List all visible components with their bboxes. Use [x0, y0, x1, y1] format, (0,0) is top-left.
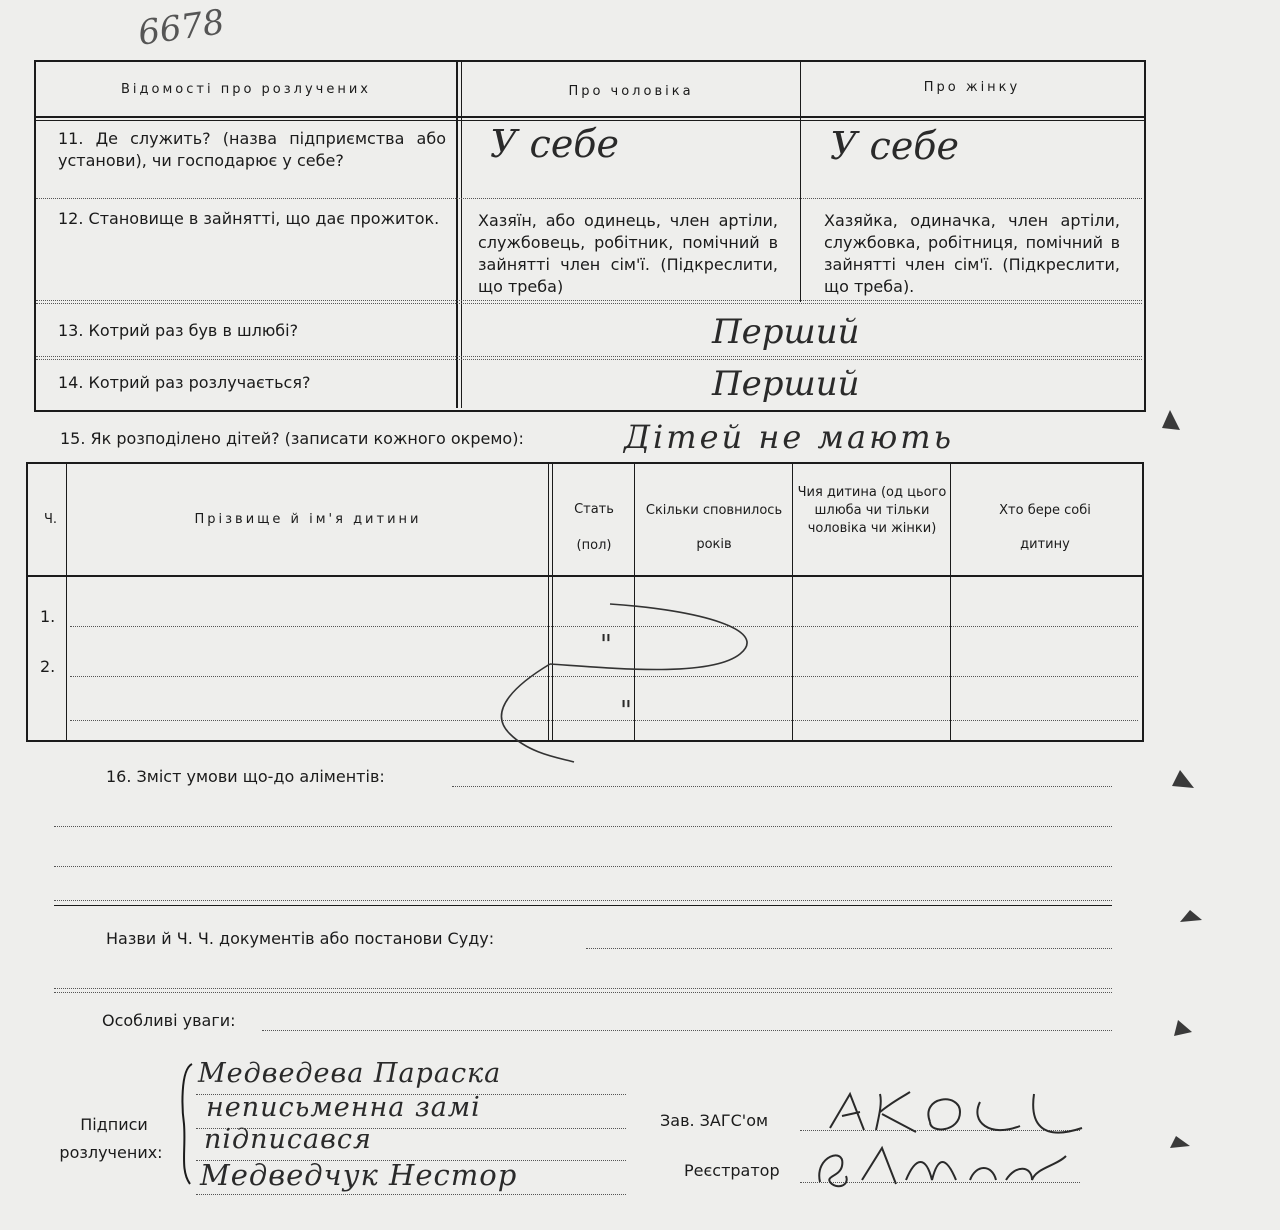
handwritten-stroke: [490, 590, 770, 770]
ditto-mark-1: ": [600, 630, 612, 660]
col-number: Ч.: [44, 512, 58, 527]
question-16: 16. Зміст умови що-до аліментів:: [106, 767, 385, 786]
header-husband: Про чоловіка: [568, 84, 694, 99]
ditto-mark-2: ": [620, 696, 632, 726]
answer-11-husband: У себе: [490, 122, 619, 166]
answer-11-wife: У себе: [830, 124, 959, 168]
answer-14: Перший: [712, 364, 860, 404]
header-wife: Про жінку: [923, 80, 1021, 95]
signature-line-2: неписьменна замі: [206, 1092, 481, 1123]
signature-line-4: Медведчук Нестор: [200, 1158, 518, 1192]
page-number-mark: 6678: [135, 2, 227, 54]
signatures-label-2: розлучених:: [59, 1143, 163, 1162]
registrar-signature: [806, 1136, 1076, 1196]
signatures-label-1: Підписи: [80, 1115, 148, 1134]
documents-label: Назви й Ч. Ч. документів або постанови Суду:: [106, 929, 495, 948]
row-number-1: 1.: [40, 607, 56, 626]
question-13: 13. Котрий раз був в шлюбі?: [58, 321, 299, 340]
head-label: Зав. ЗАГС'ом: [660, 1111, 769, 1130]
header-info: Відомості про розлучених: [121, 82, 371, 97]
signature-line-3: підписався: [204, 1124, 372, 1155]
registrar-label: Реєстратор: [684, 1161, 780, 1180]
row-number-2: 2.: [40, 657, 56, 676]
answer-12-husband: Хазяїн, або одинець, член артіли, службовець, робітник, помічний в зайнятті член сім'ї. (Підкреслити, що треба): [478, 211, 778, 296]
col-whose-child: Чия дитина (од цього шлюба чи тільки чоловіка чи жінки): [797, 485, 947, 536]
answer-15: Дітей не мають: [624, 418, 955, 456]
col-child-name: Прізвище й ім'я дитини: [194, 512, 422, 527]
question-14: 14. Котрий раз розлучається?: [58, 373, 311, 392]
question-12: 12. Становище в зайнятті, що дає прожиток.: [58, 209, 440, 228]
question-11: 11. Де служить? (назва підприємства або установи), чи господарює у себе?: [58, 129, 446, 170]
binding-holes: [1150, 400, 1210, 1200]
col-who-takes: Хто бере собі дитину: [999, 503, 1091, 552]
col-sex: Стать (пол): [574, 502, 614, 553]
answer-12-wife: Хазяйка, одиначка, член артіли, службовка, робітниця, помічний в зайнятті член сім'ї. (Підкреслити, що треба).: [824, 211, 1120, 296]
signature-bracket: [176, 1060, 196, 1190]
notes-label: Особливі уваги:: [102, 1011, 236, 1030]
col-age: Скільки сповнилось років: [645, 503, 783, 552]
signature-line-1: Медведева Параска: [198, 1058, 502, 1089]
answer-13: Перший: [712, 312, 860, 352]
question-15: 15. Як розподілено дітей? (записати кожного окремо):: [60, 429, 524, 448]
